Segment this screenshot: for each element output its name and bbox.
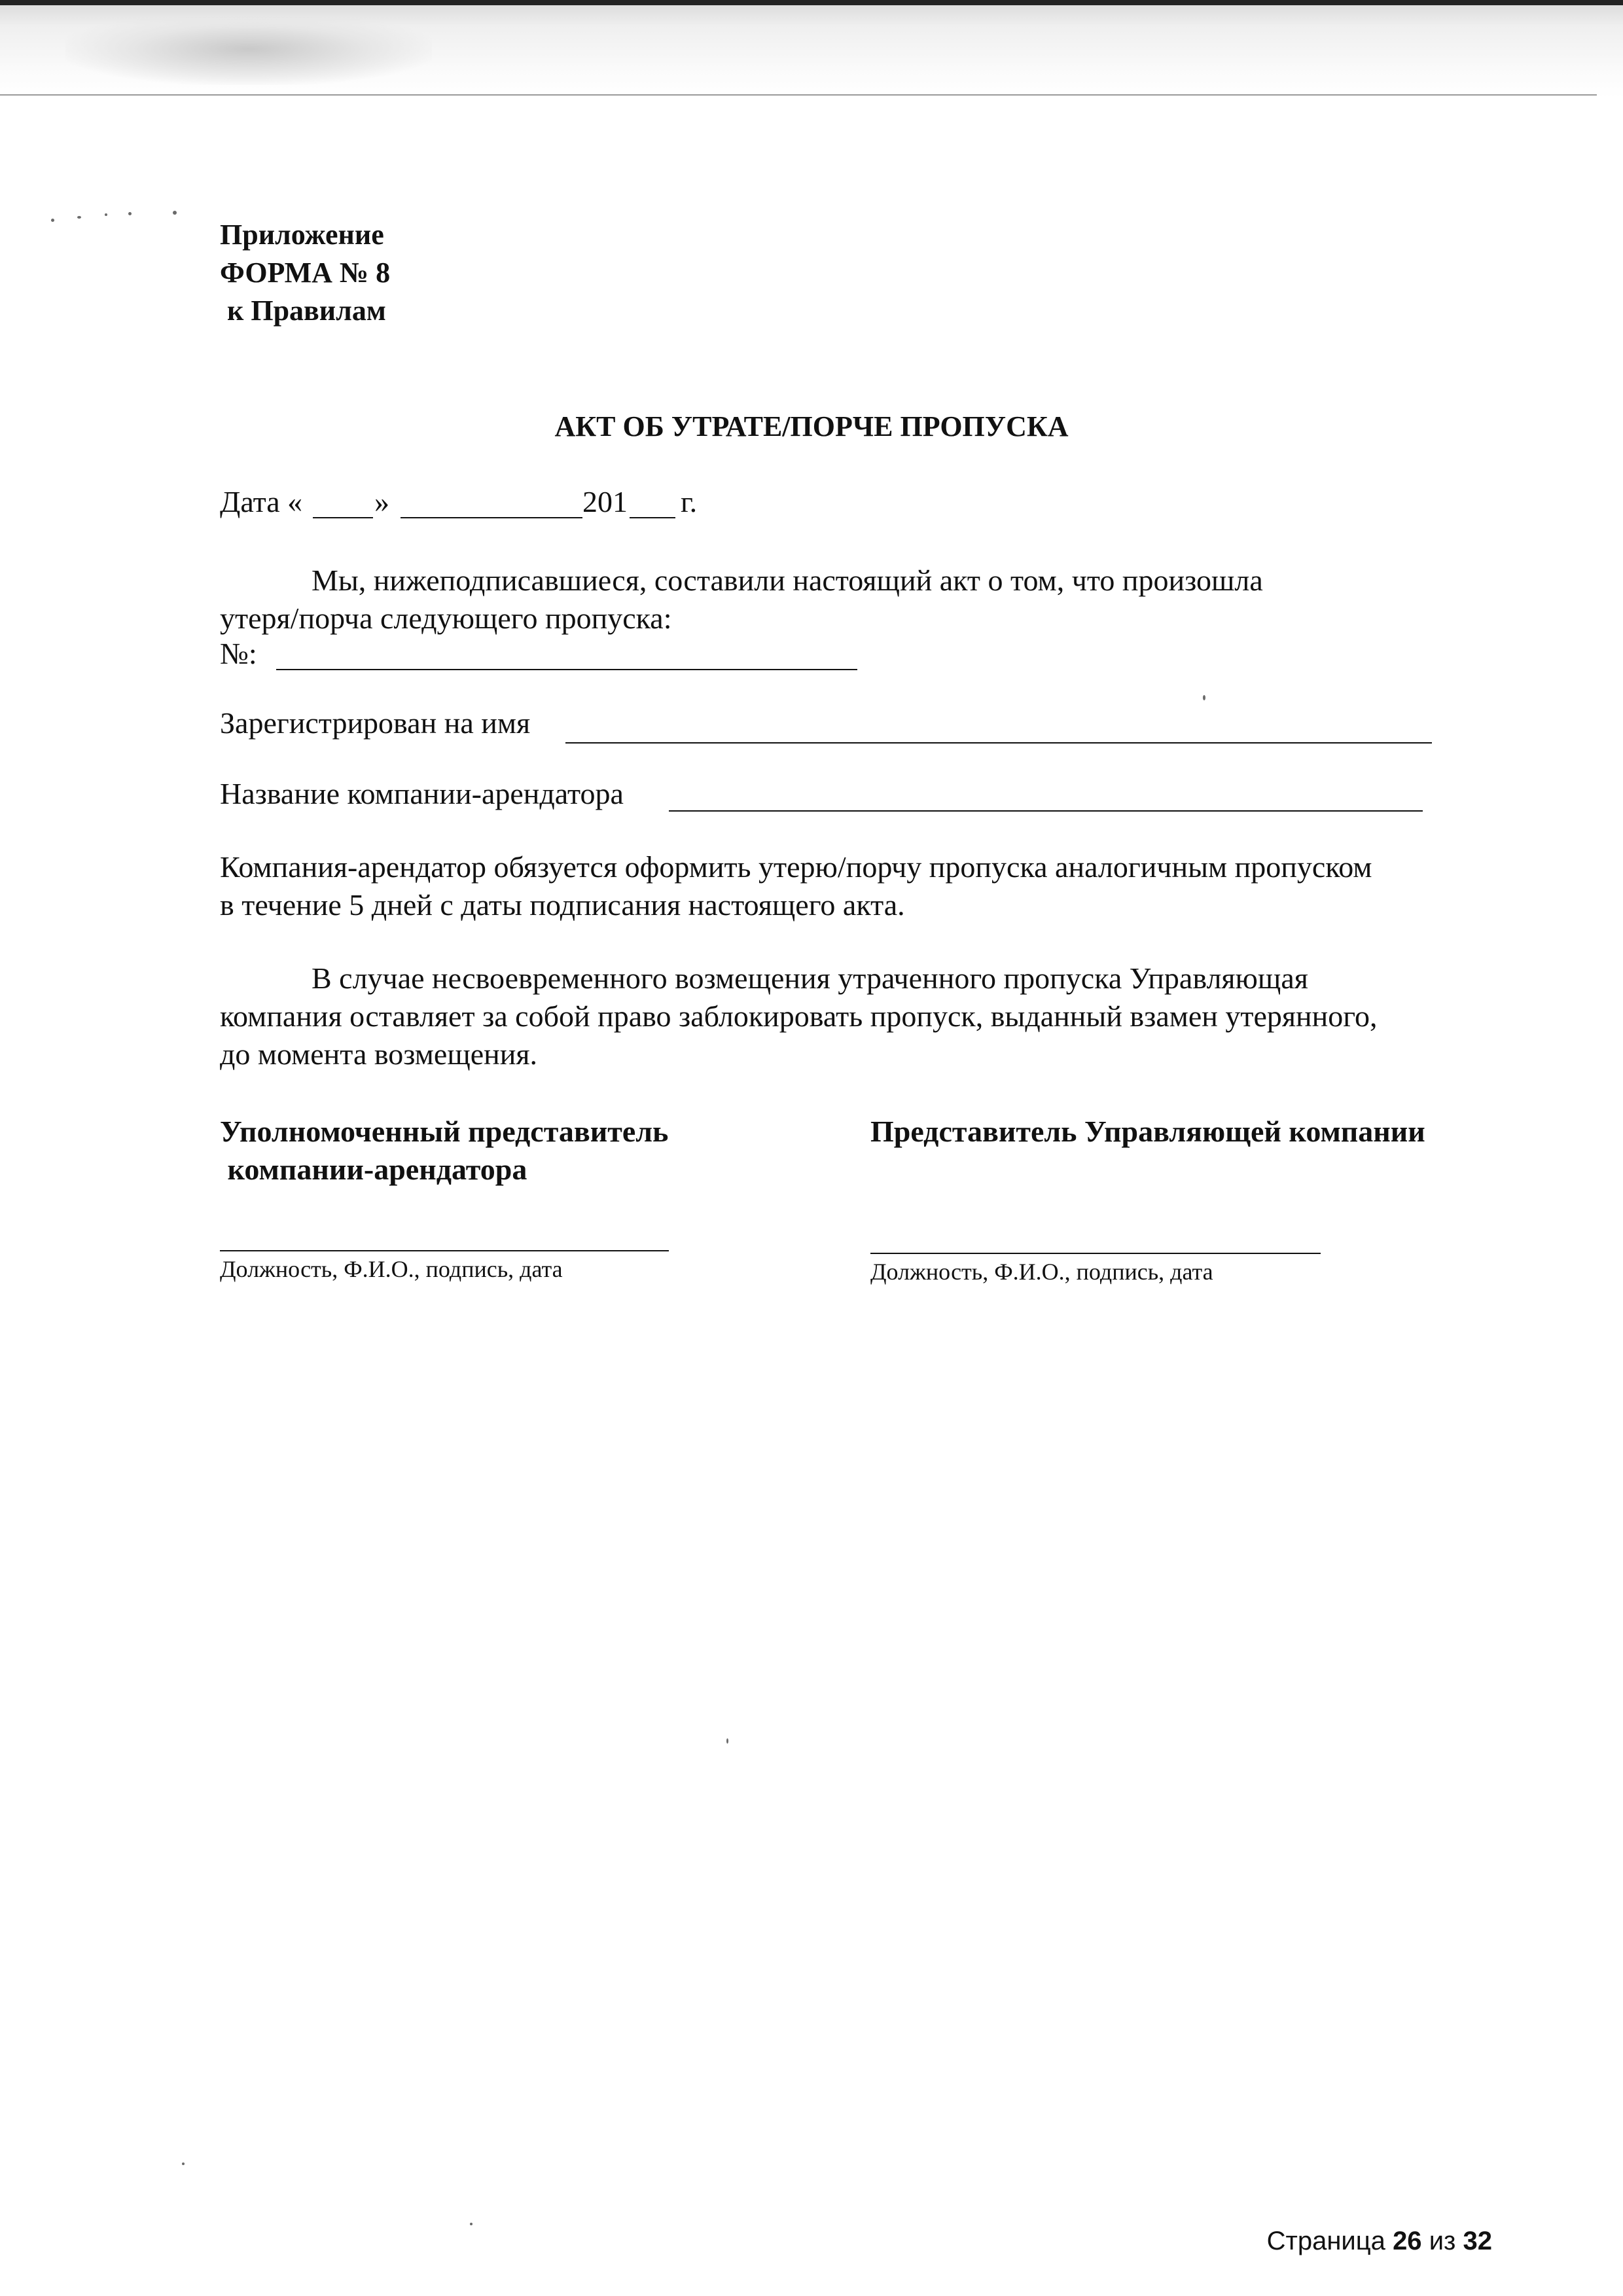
obligation-line: Компания-арендатор обязуется оформить утерю/порчу пропуска аналогичным пропуском bbox=[220, 850, 1372, 884]
date-prefix: Дата « bbox=[220, 485, 303, 518]
tenant-signature-field[interactable] bbox=[220, 1250, 669, 1251]
warning-line: компания оставляет за собой право заблокировать пропуск, выданный взамен утерянного, bbox=[220, 999, 1378, 1033]
page-current: 26 bbox=[1393, 2227, 1422, 2255]
appendix-header bbox=[220, 216, 390, 330]
date-year-blank[interactable] bbox=[630, 517, 675, 518]
scan-speck bbox=[726, 1738, 728, 1744]
page-of: из bbox=[1429, 2227, 1456, 2255]
management-representative-heading bbox=[870, 1113, 1425, 1151]
page-label: Страница bbox=[1266, 2227, 1385, 2255]
scan-speck bbox=[1203, 695, 1205, 700]
page-total: 32 bbox=[1463, 2227, 1492, 2255]
appendix-label: Приложение bbox=[220, 219, 384, 251]
company-name-label: Название компании-арендатора bbox=[220, 777, 624, 810]
pass-number-field[interactable] bbox=[276, 669, 857, 670]
date-line bbox=[220, 483, 302, 521]
date-close-quote: » bbox=[374, 485, 389, 518]
scan-shadow bbox=[65, 13, 432, 85]
date-suffix: г. bbox=[681, 485, 698, 518]
document-title: АКТ ОБ УТРАТЕ/ПОРЧЕ ПРОПУСКА bbox=[554, 410, 1069, 442]
tenant-signature-caption: Должность, Ф.И.О., подпись, дата bbox=[220, 1256, 563, 1282]
date-year-prefix: 201 bbox=[582, 485, 628, 518]
obligation-paragraph bbox=[220, 848, 1372, 924]
scan-speck bbox=[51, 219, 54, 222]
tenant-heading-line: компании-арендатора bbox=[220, 1153, 527, 1186]
obligation-line: в течение 5 дней с даты подписания настоящего акта. bbox=[220, 888, 905, 922]
scan-speck bbox=[173, 211, 177, 215]
tenant-representative-heading bbox=[220, 1113, 668, 1189]
warning-paragraph bbox=[220, 960, 1378, 1073]
scan-speck bbox=[470, 2223, 473, 2225]
statement-line: Мы, нижеподписавшиеся, составили настоящий акт о том, что произошла bbox=[312, 564, 1263, 597]
scan-fold-line bbox=[0, 94, 1597, 96]
statement-paragraph bbox=[220, 562, 1263, 637]
date-month-blank[interactable] bbox=[401, 517, 582, 518]
scan-speck bbox=[77, 216, 81, 219]
scan-speck bbox=[182, 2162, 185, 2165]
warning-line: В случае несвоевременного возмещения утраченного пропуска Управляющая bbox=[312, 961, 1308, 995]
company-name-field[interactable] bbox=[669, 810, 1423, 812]
appendix-rules: к Правилам bbox=[220, 295, 386, 327]
date-day-blank[interactable] bbox=[313, 517, 373, 518]
management-signature-field[interactable] bbox=[870, 1253, 1321, 1254]
warning-line: до момента возмещения. bbox=[220, 1037, 538, 1071]
scan-speck bbox=[105, 213, 107, 216]
registered-name-label: Зарегистрирован на имя bbox=[220, 706, 531, 740]
form-number: ФОРМА № 8 bbox=[220, 257, 391, 289]
scan-speck bbox=[128, 212, 132, 215]
statement-line: утеря/порча следующего пропуска: bbox=[220, 601, 672, 635]
page-number bbox=[1267, 2227, 1492, 2256]
tenant-heading-line: Уполномоченный представитель bbox=[220, 1115, 669, 1148]
registered-name-field[interactable] bbox=[565, 742, 1432, 744]
management-signature-caption: Должность, Ф.И.О., подпись, дата bbox=[870, 1259, 1213, 1285]
scan-top-edge bbox=[0, 0, 1623, 5]
pass-number-label: №: bbox=[220, 637, 257, 670]
management-heading-line: Представитель Управляющей компании bbox=[870, 1115, 1425, 1148]
